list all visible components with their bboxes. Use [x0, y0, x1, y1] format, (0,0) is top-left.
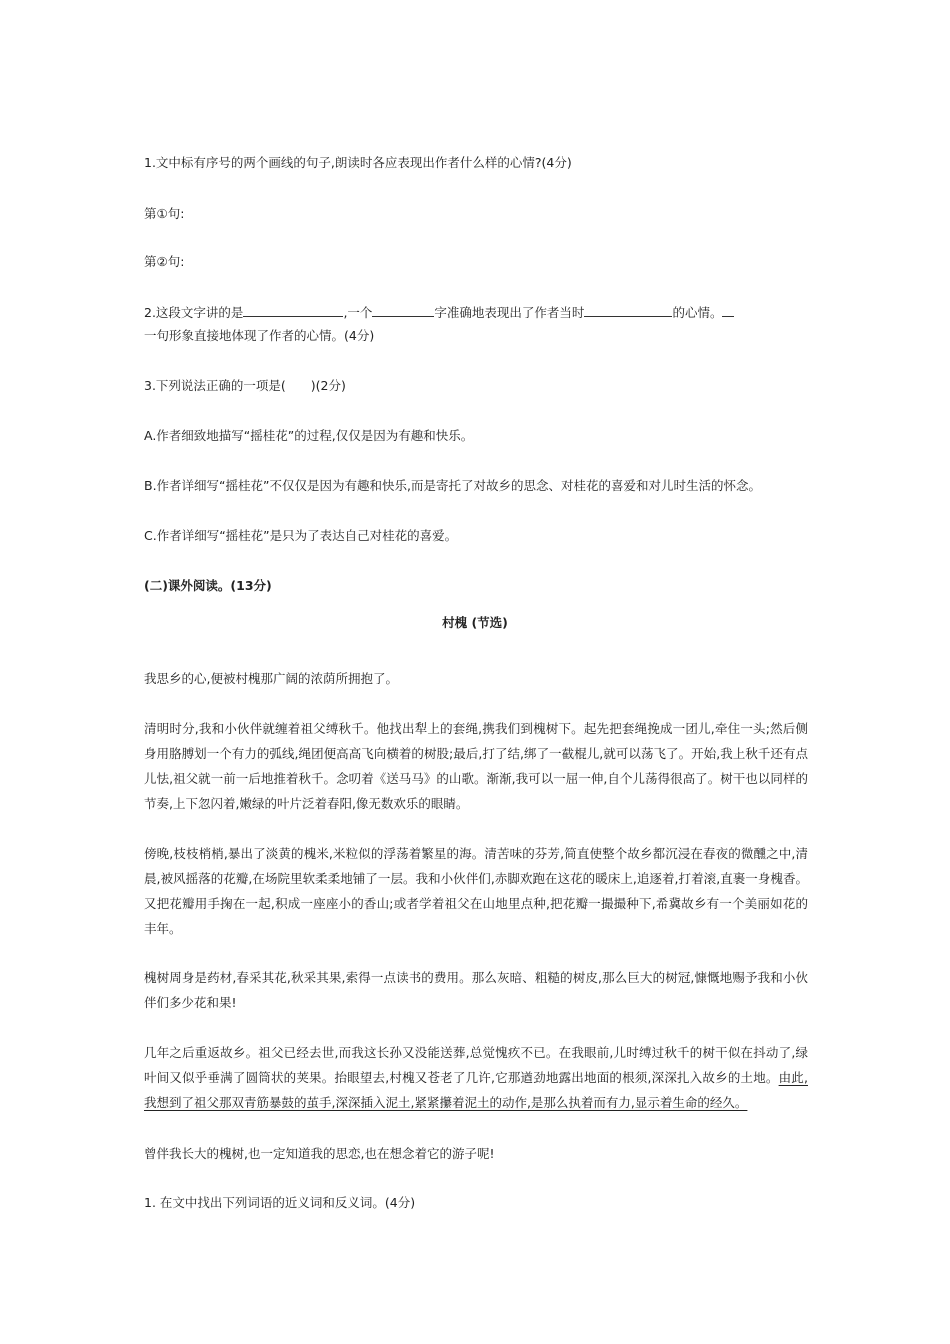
passage-title: 村槐 (节选) — [442, 615, 508, 630]
question-3: 3.下列说法正确的一项是( )(2分) — [144, 378, 346, 393]
fill-blank-4[interactable] — [722, 303, 734, 317]
option-b: B.作者详细写“摇桂花”不仅仅是因为有趣和快乐,而是寄托了对故乡的思念、对桂花的喜爱和对儿时生活的怀念。 — [144, 478, 761, 493]
paragraph-3: 傍晚,枝枝梢梢,暴出了淡黄的槐米,米粒似的浮荡着繁星的海。清苦味的芬芳,简直使整个故乡都沉浸在春夜的微醺之中,清晨,被风摇落的花瓣,在场院里软柔柔地铺了一层。我和小伙伴们,赤脚欢跑在这花的暖床上,追逐着,打着滚,直裹一身槐香。又把花瓣用手掬在一起,积成一座座小的香山;或者学着祖父在山地里点种,把花瓣一撮撮种下,希冀故乡有一个美丽如花的丰年。 — [144, 846, 808, 936]
option-a: A.作者细致地描写“摇桂花”的过程,仅仅是因为有趣和快乐。 — [144, 428, 474, 443]
option-c: C.作者详细写“摇桂花”是只为了表达自己对桂花的喜爱。 — [144, 528, 458, 543]
paragraph-6: 曾伴我长大的槐树,也一定知道我的思恋,也在想念着它的游子呢! — [144, 1146, 495, 1161]
passage-question-1: 1. 在文中找出下列词语的近义词和反义词。(4分) — [144, 1195, 416, 1210]
fill-blank-3[interactable] — [584, 303, 672, 317]
paragraph-4: 槐树周身是药材,春采其花,秋采其果,索得一点读书的费用。那么灰暗、粗糙的树皮,那么巨大的树冠,慷慨地赐予我和小伙伴们多少花和果! — [144, 970, 808, 1010]
question-2: 2.这段文字讲的是 ,一个 字准确地表现出了作者当时 的心情。 — [144, 303, 824, 322]
paragraph-5: 几年之后重返故乡。祖父已经去世,而我这长孙又没能送葬,总觉愧疚不已。在我眼前,儿时缚过秋千的树干似在抖动了,绿叶间又似乎垂满了圆筒状的荚果。抬眼望去,村槐又苍老了几许,它那遒劲地露出地面的根须,深深扎入故乡的土地。由此,我想到了祖父那双青筋暴鼓的茧手,深深插入泥土,紧紧攥着泥土的动作,是那么执着而有力,显示着生命的经久。 — [144, 1045, 808, 1110]
paragraph-2: 清明时分,我和小伙伴就缠着祖父缚秋千。他找出犁上的套绳,携我们到槐树下。起先把套绳挽成一团儿,牵住一头;然后侧身用胳膊划一个有力的弧线,绳团便高高飞向横着的树股;最后,打了结,绑了一截棍儿,就可以荡飞了。开始,我上秋千还有点儿怯,祖父就一前一后地推着秋千。念叨着《送马马》的山歌。渐渐,我可以一屈一伸,自个儿荡得很高了。树干也以同样的节奏,上下忽闪着,嫩绿的叶片泛着春阳,像无数欢乐的眼睛。 — [144, 721, 808, 811]
fill-blank-2[interactable] — [372, 303, 434, 317]
fill-blank-1[interactable] — [243, 303, 343, 317]
paragraph-1: 我思乡的心,便被村槐那广阔的浓荫所拥抱了。 — [144, 671, 398, 686]
question-1: 1.文中标有序号的两个画线的句子,朗读时各应表现出作者什么样的心情?(4分) — [144, 155, 572, 170]
section-heading: (二)课外阅读。(13分) — [144, 578, 272, 593]
underlined-sentence: 由此,我想到了祖父那双青筋暴鼓的茧手,深深插入泥土,紧紧攥着泥土的动作,是那么执着而有力,显示着生命的经久。 — [144, 1070, 808, 1110]
answer-line-sentence-2: 第②句: — [144, 254, 185, 269]
question-2-continued: 一句形象直接地体现了作者的心情。(4分) — [144, 328, 375, 343]
answer-line-sentence-1: 第①句: — [144, 206, 185, 221]
